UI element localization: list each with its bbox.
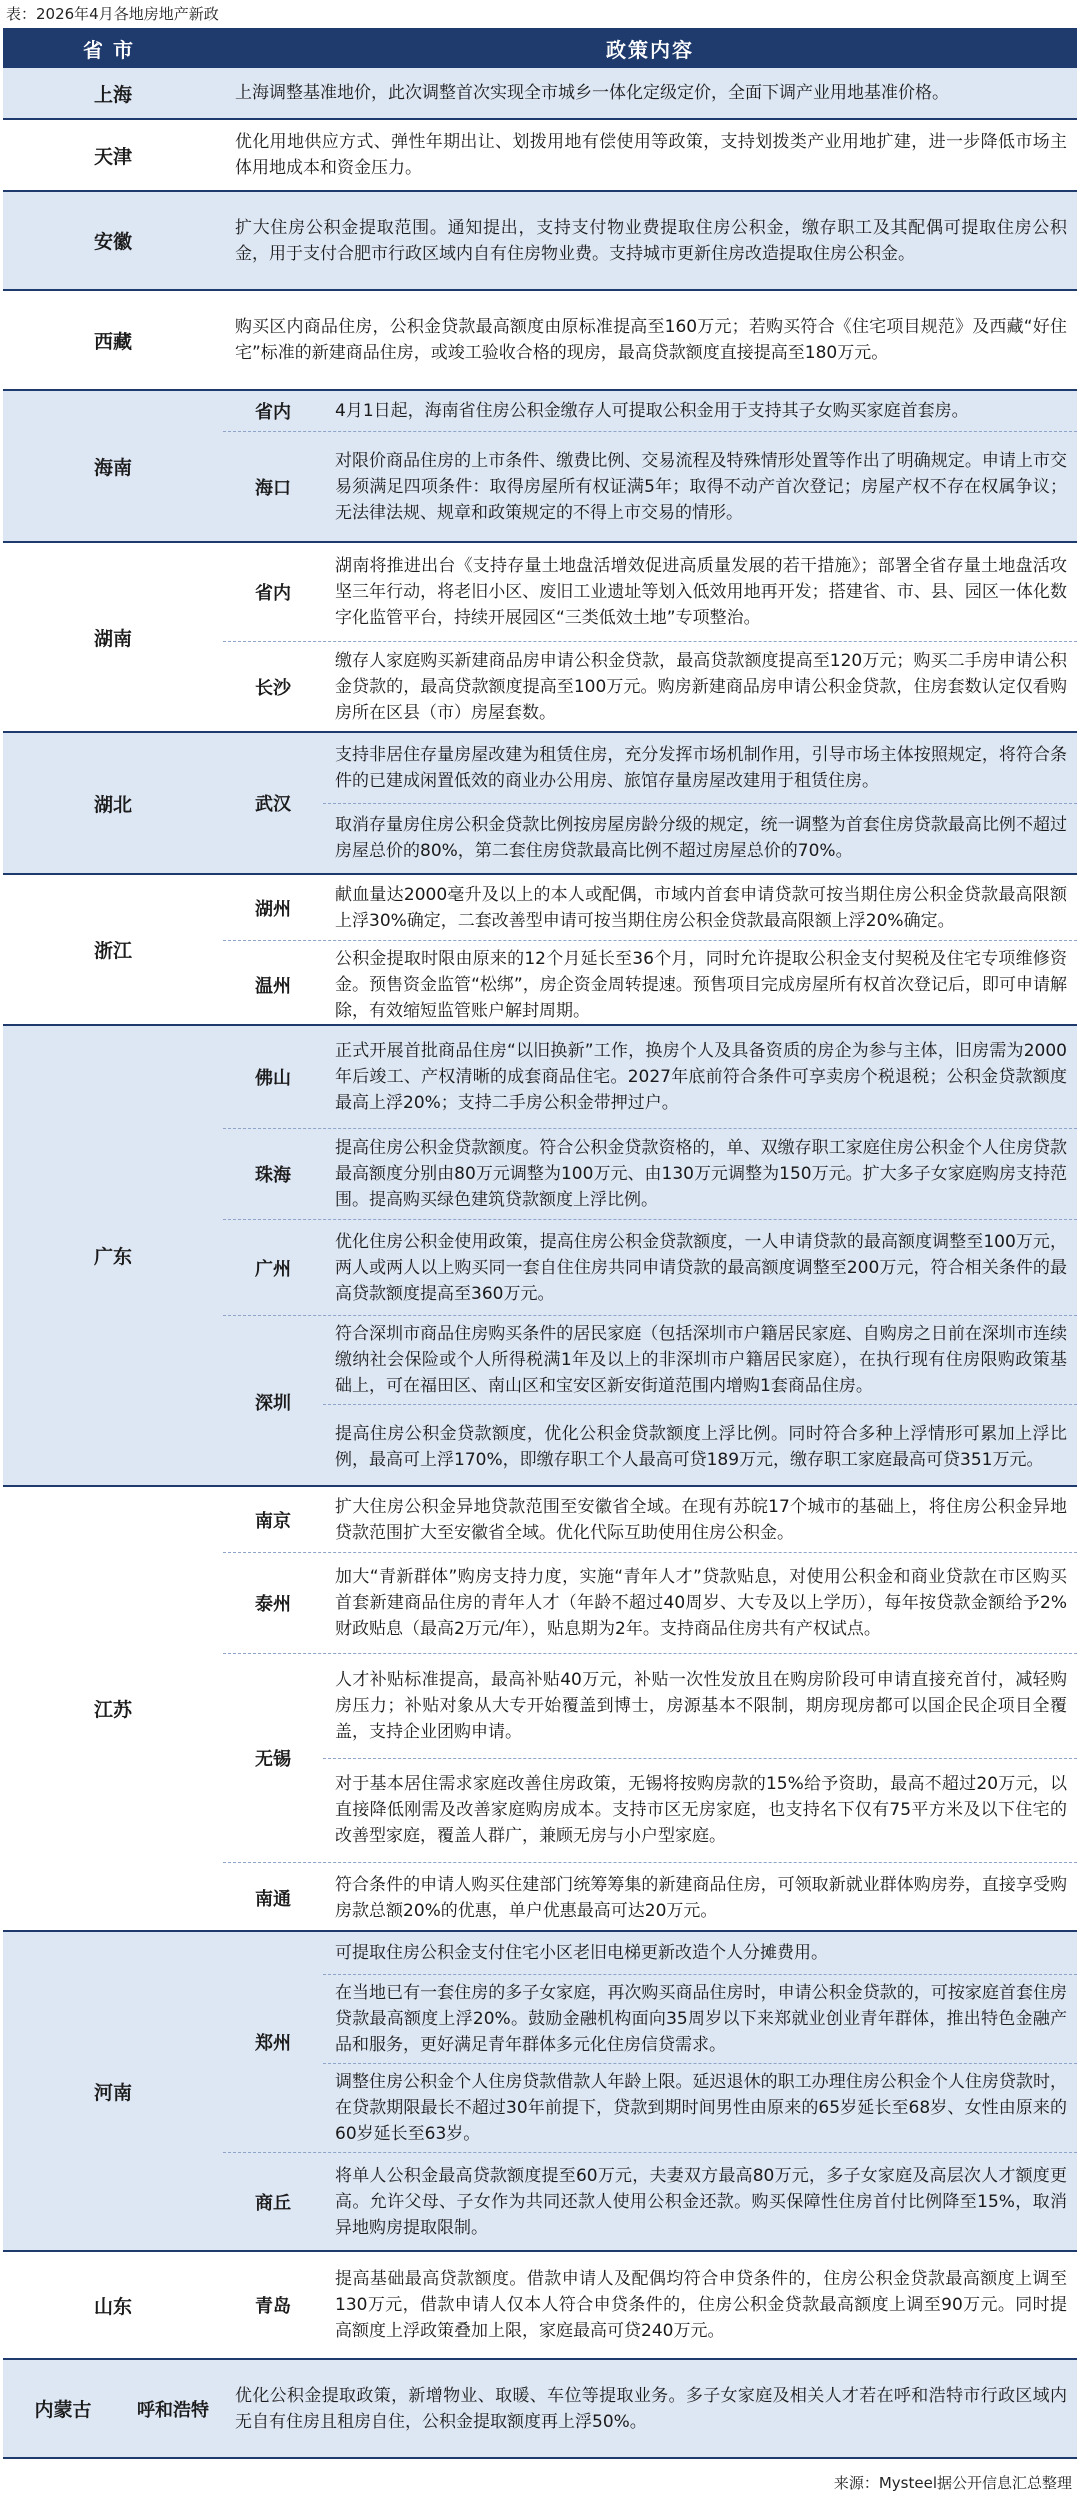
policy-text: 人才补贴标准提高，最高补贴40万元，补贴一次性发放且在购房阶段可申请直接充首付，减轻购房压力；补贴对象从大专开始覆盖到博士，房源基本不限制，期房现房都可以国企民企项目全覆盖，支持企业团购申请。 — [335, 1669, 1067, 1742]
city-row — [223, 940, 1077, 1029]
province-row — [3, 543, 1077, 733]
province-row — [3, 68, 1077, 120]
city-row — [223, 1552, 1077, 1653]
policy-text: 优化用地供应方式、弹性年期出让、划拨用地有偿使用等政策，支持划拨类产业用地扩建，进一步降低市场主体用地成本和资金压力。 — [235, 132, 1067, 178]
policy-text: 扩大住房公积金提取范围。通知提出，支持支付物业费提取住房公积金，缴存职工及其配偶可提取住房公积金，用于支付合肥市行政区域内自有住房物业费。支持城市更新住房改造提取住房公积金。 — [235, 217, 1067, 264]
city-name: 呼和浩特 — [137, 2399, 209, 2421]
policy-text: 购买区内商品住房，公积金贷款最高额度由原标准提高至160万元；若购买符合《住宅项目规范》及西藏“好住宅”标准的新建商品住房，或竣工验收合格的现房，最高贷款额度直接提高至180万元。 — [235, 317, 1067, 363]
city-row — [223, 1487, 1077, 1552]
policy-text: 提高基础最高贷款额度。借款申请人及配偶均符合申贷条件的，住房公积金贷款最高额度上调至130万元，借款申请人仅本人符合申贷条件的，住房公积金贷款最高额度上调至90万元。同时提高额度上浮政策叠加上限，家庭最高可贷240万元。 — [335, 2269, 1067, 2341]
province-name: 山东 — [93, 2295, 132, 2318]
province-row — [3, 875, 1077, 1026]
city-row — [223, 1219, 1077, 1315]
city-name: 珠海 — [255, 1165, 291, 1186]
province-row — [3, 1932, 1077, 2252]
province-row — [3, 1026, 1077, 1487]
city-row — [223, 391, 1077, 431]
province-name: 广东 — [93, 1246, 132, 1268]
policy-text: 优化公积金提取政策，新增物业、取暖、车位等提取业务。多子女家庭及相关人才若在呼和浩特市行政区域内无自有住房且租房自住，公积金提取额度再上浮50%。 — [235, 2385, 1067, 2432]
policy-text: 湖南将推进出台《支持存量土地盘活增效促进高质量发展的若干措施》；部署全省存量土地盘活攻坚三年行动，将老旧小区、废旧工业遗址等划入低效用地再开发；搭建省、市、县、园区一体化数字化监管平台，持续开展园区“三类低效土地”专项整治。 — [335, 556, 1067, 628]
province-name: 江苏 — [93, 1699, 132, 1721]
table-header — [3, 28, 1077, 68]
header-policy: 政策内容 — [606, 37, 694, 62]
province-row — [3, 291, 1077, 391]
policy-text: 可提取住房公积金支付住宅小区老旧电梯更新改造个人分摊费用。 — [335, 1943, 828, 1963]
policy-text: 提高住房公积金贷款额度。符合公积金贷款资格的，单、双缴存职工家庭住房公积金个人住房贷款最高额度分别由80万元调整为100万元、由130万元调整为150万元。扩大多子女家庭购房支持范围。提高购买绿色建筑贷款额度上浮比例。 — [335, 1138, 1067, 1210]
city-row — [223, 1315, 1077, 1488]
policy-text: 调整住房公积金个人住房贷款借款人年龄上限。延迟退休的职工办理住房公积金个人住房贷款时，在贷款期限最长不超过30年前提下，贷款到期时间男性由原来的65岁延长至68岁、女性由原来的60岁延长至63岁。 — [323, 2063, 1077, 2152]
city-row — [223, 543, 1077, 641]
city-name: 商丘 — [255, 2193, 291, 2214]
province-name: 天津 — [93, 145, 132, 168]
policy-text: 符合条件的申请人购买住建部门统筹筹集的新建商品住房，可领取新就业群体购房券，直接享受购房款总额20%的优惠，单户优惠最高可达20万元。 — [335, 1875, 1067, 1921]
policy-text: 将单人公积金最高贷款额度提至60万元，夫妻双方最高80万元，多子女家庭及高层次人才额度更高。允许父母、子女作为共同还款人使用公积金还款。购买保障性住房首付比例降至15%，取消异地购房提取限制。 — [335, 2166, 1067, 2238]
policy-text: 缴存人家庭购买新建商品房申请公积金贷款，最高贷款额度提高至120万元；购买二手房申请公积金贷款的，最高贷款额度提高至100万元。购房新建商品房申请公积金贷款，住房套数认定仅看购房所在区县（市）房屋套数。 — [335, 651, 1067, 723]
policy-table — [3, 28, 1077, 2459]
policy-text: 提高住房公积金贷款额度，优化公积金贷款额度上浮比例。同时符合多种上浮情形可累加上浮比例，最高可上浮170%，即缴存职工个人最高可贷189万元，缴存职工家庭最高可贷351万元。 — [323, 1404, 1077, 1488]
city-row — [223, 1653, 1077, 1862]
city-name: 南京 — [255, 1510, 291, 1532]
province-name: 河南 — [93, 2081, 132, 2104]
province-name: 湖北 — [93, 793, 132, 816]
province-row — [3, 120, 1077, 192]
city-row — [223, 2152, 1077, 2251]
province-name: 安徽 — [93, 231, 132, 253]
city-row — [223, 1932, 1077, 2152]
policy-text: 上海调整基准地价，此次调整首次实现全市城乡一体化定级定价，全面下调产业用地基准价格。 — [235, 83, 949, 103]
city-row — [123, 2360, 1077, 2457]
city-row — [223, 1026, 1077, 1128]
province-row — [3, 1487, 1077, 1932]
province-name: 上海 — [93, 83, 132, 106]
city-name: 省内 — [255, 583, 291, 604]
province-name: 海南 — [93, 456, 132, 479]
city-name: 佛山 — [255, 1068, 291, 1089]
city-row — [223, 1862, 1077, 1933]
city-row — [223, 733, 1077, 873]
policy-text: 在当地已有一套住房的多子女家庭，再次购买商品住房时，申请公积金贷款的，可按家庭首套住房贷款最高额度上浮20%。鼓励金融机构面向35周岁以下来郑就业创业青年群体，推出特色金融产品和服务，更好满足青年群体多元化住房信贷需求。 — [323, 1974, 1077, 2063]
policy-text: 4月1日起，海南省住房公积金缴存人可提取公积金用于支持其子女购买家庭首套房。 — [335, 401, 969, 421]
policy-text: 优化住房公积金使用政策，提高住房公积金贷款额度，一人申请贷款的最高额度调整至100万元，两人或两人以上购买同一套自住住房共同申请贷款的最高额度调整至200万元，符合相关条件的最高贷款额度提高至360万元。 — [335, 1231, 1067, 1304]
province-name: 内蒙古 — [34, 2399, 92, 2421]
policy-text: 公积金提取时限由原来的12个月延长至36个月，同时允许提取公积金支付契税及住宅专项维修资金。预售资金监管“松绑”，房企资金周转提速。预售项目完成房屋所有权首次登记后，即可申请解除，有效缩短监管账户解封周期。 — [335, 949, 1067, 1021]
city-row — [223, 431, 1077, 542]
province-row — [3, 391, 1077, 543]
province-name: 湖南 — [93, 627, 132, 650]
policy-text: 正式开展首批商品住房“以旧换新”工作，换房个人及具备资质的房企为参与主体，旧房需为2000年后竣工、产权清晰的成套商品住宅。2027年底前符合条件可享卖房个税退税；公积金贷款额度最高上浮20%；支持二手房公积金带押过户。 — [335, 1041, 1067, 1113]
city-name: 温州 — [255, 976, 291, 997]
city-row — [223, 2252, 1077, 2358]
city-name: 青岛 — [255, 2296, 291, 2317]
policy-text: 对于基本居住需求家庭改善住房政策，无锡将按购房款的15%给予资助，最高不超过20万元，以直接降低刚需及改善家庭购房成本。支持市区无房家庭，也支持名下仅有75平方米及以下住宅的改善型家庭，覆盖人群广，兼顾无房与小户型家庭。 — [323, 1758, 1077, 1863]
city-name: 广州 — [255, 1258, 291, 1280]
city-name: 湖州 — [255, 898, 291, 920]
city-row — [223, 1128, 1077, 1219]
city-name: 武汉 — [255, 794, 291, 815]
city-name: 南通 — [255, 1889, 291, 1910]
province-name: 西藏 — [93, 330, 132, 353]
policy-text: 取消存量房住房公积金贷款比例按房屋房龄分级的规定，统一调整为首套住房贷款最高比例不超过房屋总价的80%，第二套住房贷款最高比例不超过房屋总价的70%。 — [323, 803, 1077, 874]
policy-text: 支持非居住存量房屋改建为租赁住房，充分发挥市场机制作用，引导市场主体按照规定，将符合条件的已建成闲置低效的商业办公用房、旅馆存量房屋改建用于租赁住房。 — [335, 744, 1067, 791]
city-row — [223, 875, 1077, 940]
source-note: 来源：Mysteel据公开信息汇总整理 — [833, 2474, 1072, 2492]
province-row — [3, 733, 1077, 875]
policy-text: 加大“青新群体”购房支持力度，实施“青年人才”贷款贴息，对使用公积金和商业贷款在市区购买首套新建商品住房的青年人才（年龄不超过40周岁、大专及以上学历），每年按贷款金额给予2%财政贴息（最高2万元/年），贴息期为2年。支持商品住房共有产权试点。 — [335, 1567, 1067, 1639]
province-name: 浙江 — [93, 940, 132, 962]
city-name: 省内 — [255, 402, 291, 423]
policy-text: 符合深圳市商品住房购买条件的居民家庭（包括深圳市户籍居民家庭、自购房之日前在深圳市连续缴纳社会保险或个人所得税满1年及以上的非深圳市户籍居民家庭），在执行现有住房限购政策基础上，可在福田区、南山区和宝安区新安街道范围内增购1套商品住房。 — [335, 1324, 1067, 1396]
policy-text: 对限价商品住房的上市条件、缴费比例、交易流程及特殊情形处置等作出了明确规定。申请上市交易须满足四项条件：取得房屋所有权证满5年；取得不动产首次登记；房屋产权不存在权属争议；无法律法规、规章和政策规定的不得上市交易的情形。 — [335, 451, 1067, 523]
city-name: 长沙 — [255, 678, 291, 699]
header-province: 省市 — [83, 37, 143, 62]
city-name: 无锡 — [255, 1749, 291, 1770]
city-name: 泰州 — [255, 1594, 291, 1615]
policy-text: 扩大住房公积金异地贷款范围至安徽省全域。在现有苏皖17个城市的基础上，将住房公积金异地贷款范围扩大至安徽省全域。优化代际互助使用住房公积金。 — [335, 1496, 1067, 1543]
province-row — [3, 192, 1077, 291]
province-row — [3, 2252, 1077, 2360]
city-row — [223, 641, 1077, 732]
city-name: 海口 — [255, 478, 291, 499]
table-caption: 表：2026年4月各地房地产新政 — [6, 5, 219, 23]
province-row — [3, 2360, 1077, 2459]
policy-text: 献血量达2000毫升及以上的本人或配偶，市域内首套申请贷款可按当期住房公积金贷款最高限额上浮30%确定，二套改善型申请可按当期住房公积金贷款最高限额上浮20%确定。 — [335, 884, 1067, 931]
city-name: 深圳 — [255, 1393, 291, 1414]
city-name: 郑州 — [255, 2033, 291, 2054]
